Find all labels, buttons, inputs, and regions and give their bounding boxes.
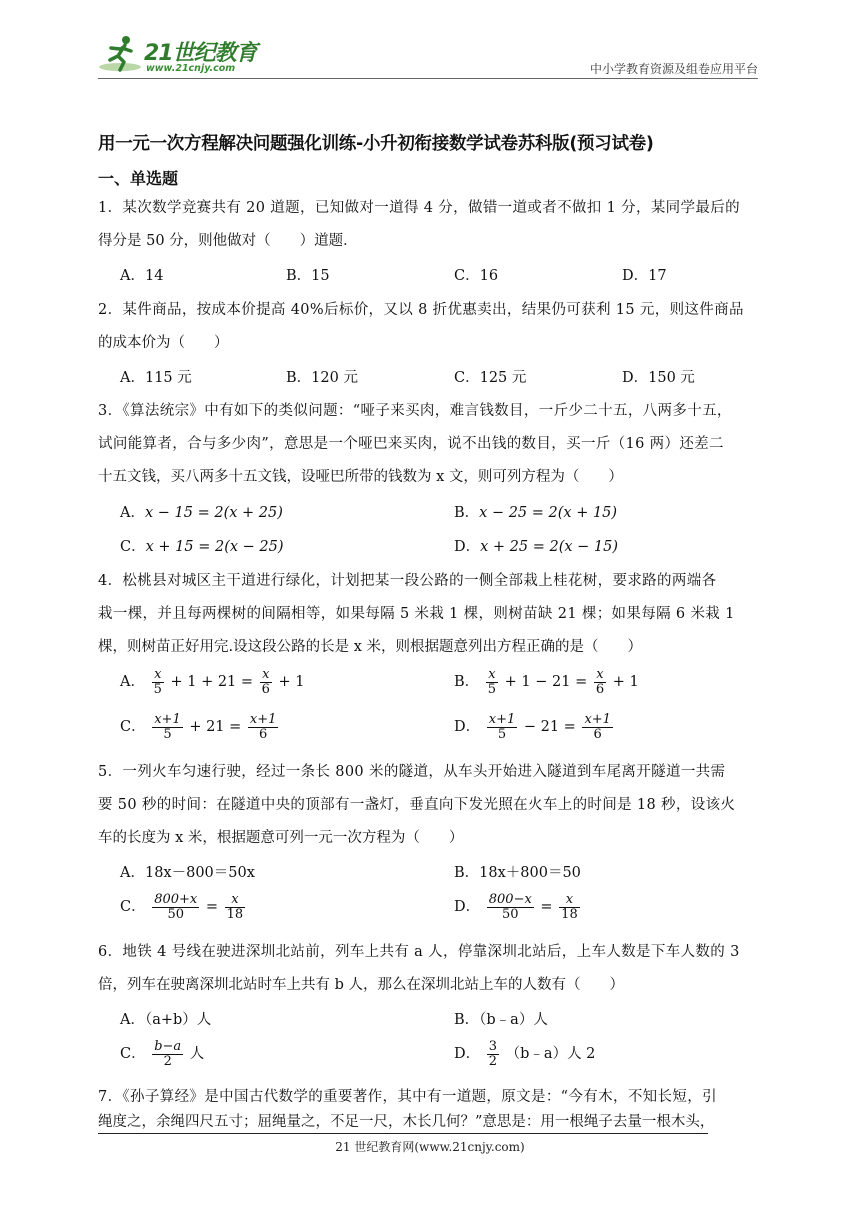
question-3-line-1: 3．《算法统宗》中有如下的类似问题：“哑子来买肉，难言钱数目，一斤少二十五，八两多十五， bbox=[98, 403, 732, 419]
fraction bbox=[152, 668, 164, 696]
numerator: x bbox=[594, 668, 606, 683]
question-5-line-1: 5．一列火车匀速行驶，经过一条长 800 米的隧道，从车头开始进入隧道到车尾离开隧道一共需 bbox=[98, 764, 726, 780]
fraction bbox=[225, 893, 246, 921]
question-4-line-2: 栽一棵，并且每两棵树的间隔相等，如果每隔 5 米栽 1 棵，则树苗缺 21 棵；如果每隔 6 米栽 1 bbox=[98, 606, 735, 622]
option-letter: B． bbox=[454, 674, 480, 691]
fraction bbox=[152, 1040, 183, 1068]
question-3-option-b bbox=[454, 501, 617, 522]
denominator: 2 bbox=[488, 1053, 498, 1069]
numerator: x+1 bbox=[488, 712, 516, 727]
question-4-option-c bbox=[120, 713, 280, 741]
denominator: 5 bbox=[163, 726, 172, 742]
option-letter: A． bbox=[120, 674, 145, 691]
equation: x − 15 = 2(x + 25) bbox=[144, 505, 283, 521]
question-5-line-3: 车的长度为 x 米，根据题意可列一元一次方程为（ ） bbox=[98, 830, 464, 846]
exam-title: 用一元一次方程解决问题强化训练-小升初衔接数学试卷苏科版(预习试卷) bbox=[98, 134, 654, 154]
option-letter: C． bbox=[120, 899, 146, 916]
logo-url: www.21cnjy.com bbox=[146, 63, 236, 74]
question-1-option-c: C．16 bbox=[454, 268, 499, 284]
question-3-option-c bbox=[120, 535, 284, 556]
equation-part: − 21 = bbox=[523, 719, 576, 736]
question-2-option-b: B．120 元 bbox=[286, 370, 358, 386]
denominator: 18 bbox=[561, 906, 578, 922]
option-letter: D． bbox=[454, 899, 481, 916]
question-6-option-c bbox=[120, 1040, 204, 1068]
question-7-line-1: 7．《孙子算经》是中国古代数学的重要著作，其中有一道题，原文是：“今有木，不知长短，引 bbox=[98, 1089, 717, 1105]
fraction bbox=[248, 713, 279, 741]
fraction bbox=[487, 893, 534, 921]
numerator: x+1 bbox=[584, 712, 611, 727]
question-4-option-b bbox=[454, 668, 639, 696]
numerator: b−a bbox=[154, 1039, 182, 1054]
denominator: 6 bbox=[261, 681, 270, 697]
numerator: 3 bbox=[488, 1039, 498, 1054]
question-4-line-1: 4．松桃县对城区主干道进行绿化，计划把某一段公路的一侧全部栽上桂花树，要求路的两端各 bbox=[98, 573, 717, 589]
equation-part: + 1 bbox=[278, 674, 305, 691]
numerator: 800+x bbox=[154, 892, 198, 907]
question-1-option-b: B．15 bbox=[286, 268, 330, 284]
numerator: x bbox=[225, 893, 246, 908]
question-5-option-b: B．18x＋800＝50 bbox=[454, 865, 581, 881]
option-letter: C． bbox=[120, 539, 146, 555]
fraction bbox=[594, 668, 606, 696]
equation: x + 25 = 2(x − 15) bbox=[480, 539, 619, 555]
numerator: x bbox=[486, 668, 498, 683]
question-1-line-2: 得分是 50 分，则他做对（ ）道题． bbox=[98, 233, 358, 249]
denominator: 50 bbox=[502, 906, 519, 922]
fraction bbox=[260, 668, 272, 696]
numerator: x+1 bbox=[154, 712, 181, 727]
denominator: 5 bbox=[153, 681, 162, 697]
fraction bbox=[152, 713, 183, 741]
question-1-line-1: 1．某次数学竞赛共有 20 道题，已知做对一道得 4 分，做错一道或者不做扣 1 分，某同学最后的 bbox=[98, 200, 740, 216]
equals-sign: = bbox=[205, 899, 219, 916]
option-text: （b﹣a）人 2 bbox=[505, 1046, 596, 1063]
fraction bbox=[152, 893, 199, 921]
question-5-option-d bbox=[454, 893, 582, 921]
denominator: 18 bbox=[226, 906, 244, 922]
logo-title: 21世纪教育 bbox=[144, 41, 257, 66]
option-letter: D． bbox=[454, 719, 481, 736]
question-2-option-d: D．150 元 bbox=[622, 370, 695, 386]
option-letter: A． bbox=[120, 505, 145, 521]
question-1-option-d: D．17 bbox=[622, 268, 667, 284]
question-6-option-b: B．（b﹣a）人 bbox=[454, 1012, 548, 1028]
question-4-line-3: 棵，则树苗正好用完.设这段公路的长是 x 米，则根据题意列出方程正确的是（ ） bbox=[98, 639, 643, 655]
fraction bbox=[487, 713, 518, 741]
question-2-option-a: A．115 元 bbox=[120, 370, 192, 386]
page-footer: 21 世纪教育网(www.21cnjy.com) bbox=[335, 1140, 525, 1154]
denominator: 6 bbox=[595, 681, 605, 697]
equation-part: + 1 − 21 = bbox=[504, 674, 588, 691]
denominator: 50 bbox=[167, 906, 185, 922]
equation: x + 15 = 2(x − 25) bbox=[145, 539, 284, 555]
question-1-option-a: A．14 bbox=[120, 268, 164, 284]
question-3-line-2: 试问能算者，合与多少肉”，意思是一个哑巴来买肉，说不出钱的数目，买一斤（16 两）还差二 bbox=[98, 436, 724, 452]
equation-part: + 1 + 21 = bbox=[170, 674, 254, 691]
question-4-option-a bbox=[120, 668, 305, 696]
equation: x − 25 = 2(x + 15) bbox=[479, 505, 618, 521]
question-2-line-1: 2．某件商品，按成本价提高 40%后标价，又以 8 折优惠卖出，结果仍可获利 15 元，则这件商品 bbox=[98, 302, 744, 318]
numerator: x bbox=[559, 893, 580, 908]
question-7-line-2: 绳度之，余绳四尺五寸；屈绳量之，不足一尺，木长几何？”意思是：用一根绳子去量一根木头， bbox=[98, 1114, 715, 1130]
option-letter: C． bbox=[120, 719, 146, 736]
question-3-line-3: 十五文钱，买八两多十五文钱，设哑巴所带的钱数为 x 文，则可列方程为（ ） bbox=[98, 469, 623, 485]
question-6-option-a: A．（a+b）人 bbox=[120, 1012, 212, 1028]
fraction bbox=[582, 713, 613, 741]
platform-name: 中小学教育资源及组卷应用平台 bbox=[589, 62, 758, 76]
numerator: x bbox=[152, 668, 164, 683]
option-letter: D． bbox=[454, 539, 481, 555]
unit-text: 人 bbox=[189, 1046, 205, 1063]
denominator: 5 bbox=[487, 681, 497, 697]
runner-logo-icon bbox=[98, 34, 142, 74]
question-5-line-2: 要 50 秒的时间：在隧道中央的顶部有一盏灯，垂直向下发光照在火车上的时间是 18 秒，设该火 bbox=[98, 797, 736, 813]
equation-part: + 1 bbox=[612, 674, 639, 691]
option-letter: C． bbox=[120, 1046, 146, 1063]
option-letter: D． bbox=[454, 1046, 481, 1063]
question-6-line-2: 倍，列车在驶离深圳北站时车上共有 b 人，那么在深圳北站上车的人数有（ ） bbox=[98, 977, 624, 993]
numerator: x+1 bbox=[249, 712, 277, 727]
question-6-option-d bbox=[454, 1040, 595, 1068]
section-heading: 一、单选题 bbox=[98, 169, 179, 188]
fraction bbox=[559, 893, 580, 921]
site-logo[interactable] bbox=[98, 34, 263, 76]
numerator: 800−x bbox=[488, 892, 532, 907]
fraction bbox=[487, 1040, 499, 1068]
denominator: 6 bbox=[593, 726, 602, 742]
equation-part: + 21 = bbox=[189, 719, 242, 736]
question-4-option-d bbox=[454, 713, 615, 741]
equals-sign: = bbox=[540, 899, 553, 916]
denominator: 5 bbox=[497, 726, 507, 742]
footer-divider bbox=[98, 1133, 708, 1134]
denominator: 6 bbox=[259, 726, 268, 742]
page-header bbox=[98, 30, 758, 79]
option-letter: B． bbox=[454, 505, 480, 521]
question-6-line-1: 6．地铁 4 号线在驶进深圳北站前，列车上共有 a 人，停靠深圳北站后，上车人数是下车人数的 3 bbox=[98, 944, 740, 960]
question-3-option-d bbox=[454, 535, 618, 556]
fraction bbox=[486, 668, 498, 696]
question-2-option-c: C．125 元 bbox=[454, 370, 527, 386]
question-5-option-a: A．18x－800＝50x bbox=[120, 865, 255, 881]
numerator: x bbox=[260, 668, 272, 683]
question-3-option-a bbox=[120, 501, 283, 522]
question-2-line-2: 的成本价为（ ） bbox=[98, 335, 229, 351]
denominator: 2 bbox=[163, 1053, 172, 1069]
question-5-option-c bbox=[120, 893, 247, 921]
